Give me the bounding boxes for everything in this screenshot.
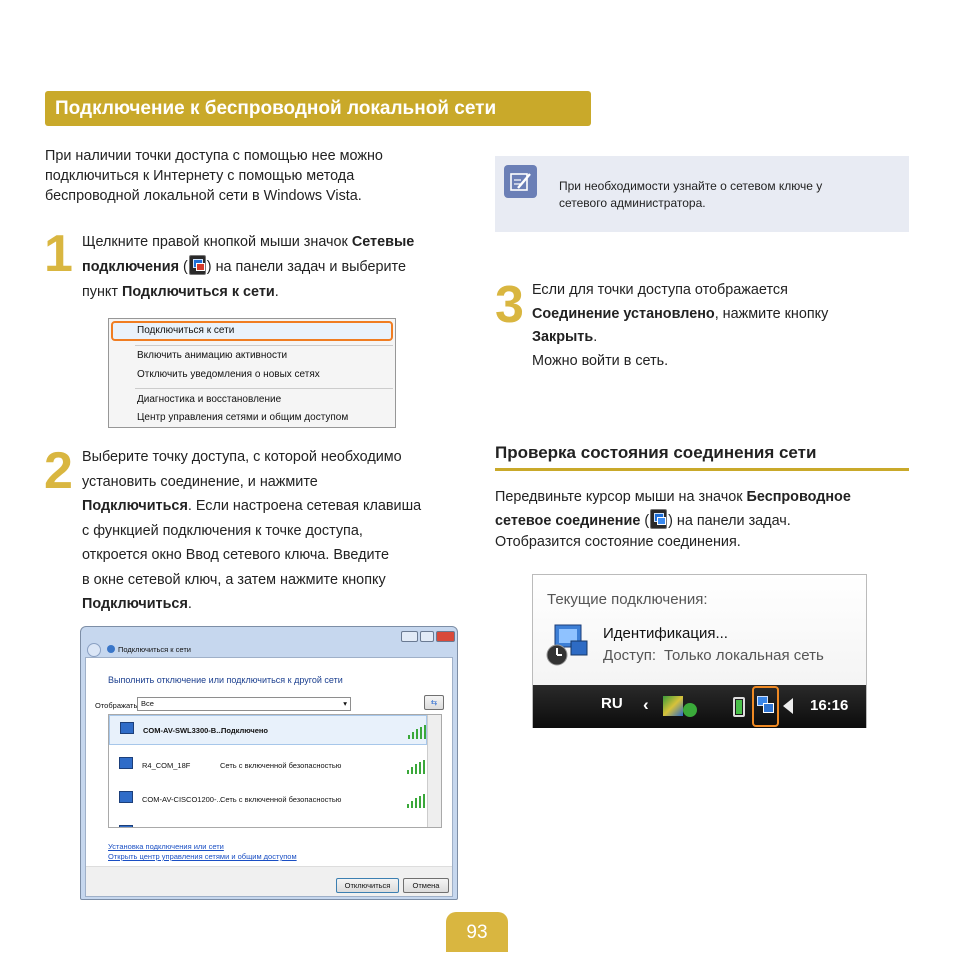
network-icon [119, 825, 133, 828]
network-row[interactable]: R4_COM_18F Сеть с включенной безопасностью [109, 751, 427, 781]
menu-item-diagnose[interactable]: Диагностика и восстановление [137, 394, 282, 405]
close-button[interactable] [436, 631, 455, 642]
step-3-text: Если для точки доступа отображается Соединение установлено, нажмите кнопку Закрыть. Можно войти в сеть. [532, 282, 829, 369]
icon-highlight [752, 686, 779, 727]
menu-item-notifications[interactable]: Отключить уведомления о новых сетях [137, 369, 320, 380]
link-setup-connection[interactable]: Установка подключения или сети [108, 842, 224, 851]
network-row[interactable] [109, 819, 427, 828]
back-arrow-icon[interactable] [87, 643, 101, 657]
access-status: Доступ: Только локальная сеть [603, 647, 824, 664]
taskbar [533, 685, 866, 728]
heading-underline [495, 468, 909, 471]
signal-strength-icon [407, 794, 425, 808]
section-2-text: Передвиньте курсор мыши на значок Беспроводное сетевое соединение ( ) на панели задач. Отобразится состояние соединения. [495, 489, 851, 550]
note-pencil-icon [504, 165, 537, 198]
volume-icon[interactable] [783, 698, 793, 714]
menu-separator [135, 388, 393, 389]
network-icon [107, 645, 115, 653]
signal-strength-icon [407, 760, 425, 774]
network-list [108, 714, 442, 828]
section-title-bar [45, 91, 591, 126]
network-connections-icon [189, 255, 206, 275]
wireless-connection-icon [650, 509, 667, 529]
show-select[interactable]: Все ▾ [137, 697, 351, 711]
signal-strength-icon [408, 725, 426, 739]
link-open-network-center[interactable]: Открыть центр управления сетями и общим доступом [108, 852, 297, 861]
network-icon [119, 791, 133, 803]
security-check-icon[interactable] [683, 703, 697, 717]
current-connections-label: Текущие подключения: [547, 591, 708, 608]
section-title: Подключение к беспроводной локальной сети [55, 98, 497, 119]
menu-item-network-center[interactable]: Центр управления сетями и общим доступом [137, 412, 349, 423]
connect-network-dialog [80, 626, 458, 900]
network-icon [120, 722, 134, 734]
step-2-number: 2 [44, 442, 73, 500]
network-row[interactable]: COM-AV-SWL3300-B... Подключено [109, 715, 427, 745]
network-row[interactable]: COM-AV-CISCO1200-... Сеть с включенной безопасностью [109, 785, 427, 815]
tray-status-popup [532, 574, 867, 728]
network-context-menu [108, 318, 396, 428]
note-box [495, 156, 909, 232]
disconnect-button[interactable]: Отключиться [336, 878, 399, 893]
network-icon [119, 757, 133, 769]
menu-item-animation[interactable]: Включить анимацию активности [137, 350, 288, 361]
dialog-heading: Выполнить отключение или подключиться к другой сети [108, 675, 343, 685]
refresh-icon: ⇆ [430, 698, 438, 707]
step-1-text: Щелкните правой кнопкой мыши значок Сетевые подключения ( ) на панели задач и выберите пункт Подключиться к сети. [82, 234, 415, 300]
step-3-number: 3 [495, 276, 524, 334]
intro-text: При наличии точки доступа с помощью нее можно подключиться к Интернету с помощью метода беспроводной локальной сети в Windows Vista. [45, 148, 383, 204]
minimize-button[interactable] [401, 631, 418, 642]
battery-icon[interactable] [733, 697, 745, 717]
refresh-button[interactable] [424, 695, 444, 710]
dialog-body [85, 657, 453, 897]
page-number: 93 [446, 912, 508, 952]
show-label: Отображать [95, 701, 138, 710]
maximize-button[interactable] [420, 631, 434, 642]
step-1-number: 1 [44, 225, 73, 283]
section-2-heading: Проверка состояния соединения сети [495, 443, 817, 462]
cancel-button[interactable]: Отмена [403, 878, 449, 893]
menu-item-connect[interactable]: Подключиться к сети [137, 325, 235, 336]
step-2-text: Выберите точку доступа, с которой необходимо установить соединение, и нажмите Подключиться. Если настроена сетевая клавиша с функцией подключения к точке доступа, откроется окно Ввод сетевого ключа. Введите в окне сетевой ключ, а затем нажмите кнопку Подключиться. [82, 449, 422, 612]
network-name: Идентификация... [603, 625, 728, 642]
network-status-icon [545, 623, 589, 667]
dialog-title: Подключиться к сети [107, 645, 191, 654]
tray-app-icon[interactable] [663, 696, 683, 716]
show-hidden-icons-arrow-icon[interactable]: ‹ [643, 695, 649, 714]
list-scrollbar[interactable] [427, 715, 441, 828]
language-indicator[interactable]: RU [601, 695, 623, 712]
chevron-down-icon: ▾ [343, 699, 347, 708]
note-text: При необходимости узнайте о сетевом ключе у сетевого администратора. [559, 179, 823, 210]
menu-separator [135, 345, 393, 346]
clock[interactable]: 16:16 [810, 697, 849, 714]
